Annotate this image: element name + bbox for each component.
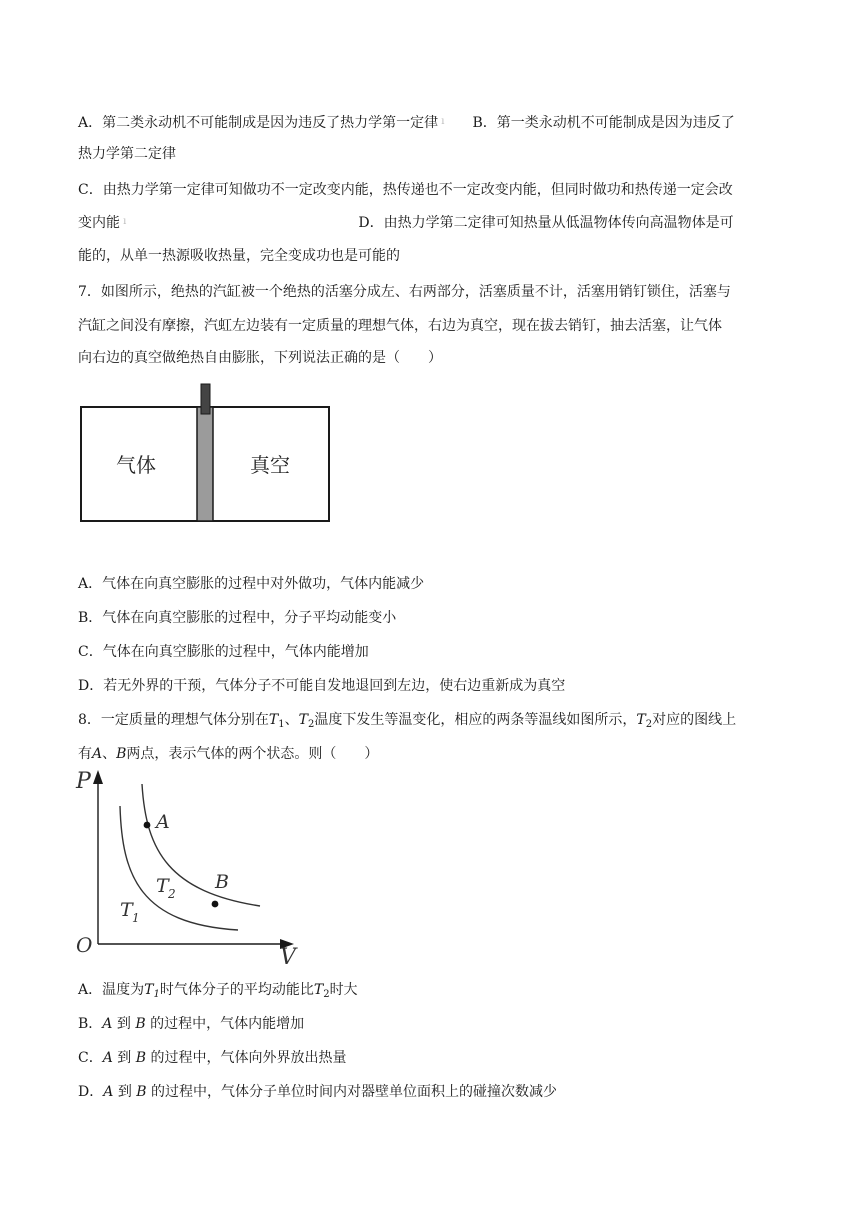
q8-t2b-sub: 2 [645,719,653,730]
q6-option-b-cont: 热力学第二定律 [78,146,176,162]
q6-option-d-cont: 能的，从单一热源吸收热量，完全变成功也是可能的 [78,248,400,264]
q8-option-c-end: 的过程中，气体向外界放出热量 [150,1050,347,1066]
q8-opt-b-b: B [135,1016,146,1032]
q8-option-d: D． [78,1084,104,1100]
q8-opt-c-a: A [102,1050,113,1066]
q7-stem: 7．如图所示，绝热的汽缸被一个绝热的活塞分成左、右两部分，活塞质量不计，活塞用销钉锁住，活塞与 [78,284,731,300]
q8-opt-d-b: B [136,1084,147,1100]
q8-stem-mid: 温度下发生等温变化，相应的两条等温线如图所示， [314,712,637,728]
q8-stem-end: 对应的图线上 [652,712,737,728]
locking-pin [201,384,210,414]
q6-option-d: D．由热力学第二定律可知热量从低温物体传向高温物体是可 [358,215,734,231]
q6-option-c-line [78,180,784,200]
q8-opt-a-t1-sub: 1 [153,989,160,1000]
q8-option-a: A．温度为 [78,982,145,998]
q8-stem2-start: 有 [78,746,92,762]
q7-option-b-line [78,608,784,628]
point-a-label: A [156,811,170,833]
y-axis-label: P [76,769,91,794]
q6-option-c-cont: 变内能 [78,215,120,231]
point-a [144,822,151,829]
x-axis-label: V [280,945,296,970]
cylinder-figure [76,380,336,526]
q8-option-c: C． [78,1050,103,1066]
q8-t2b: T [636,712,646,728]
q7-option-c-line [78,642,784,662]
q8-sep: 、 [284,712,299,728]
q8-opt-a-t2: T [313,982,324,998]
q6-option-c: C．由热力学第一定律可知做功不一定改变内能，热传递也不一定改变内能，但同时做功和热传递一定会改 [78,182,733,198]
q7-option-a-line [78,574,784,594]
q6-option-b-line2 [78,144,784,164]
q6-option-b: B．第一类永动机不可能制成是因为违反了 [472,115,735,131]
curve-t2-label: T [156,875,169,897]
q8-option-b: B． [78,1016,103,1032]
q7-option-d-line [78,676,784,696]
q8-t1-sub: 1 [278,719,285,730]
q8-stem: 8．一定质量的理想气体分别在 [78,712,269,728]
point-b [212,901,219,908]
curve-t2-sub: 2 [168,887,176,901]
q7-stem-line2 [78,316,784,336]
q8-option-a-line [78,980,784,1000]
q7-stem-line3 [78,348,784,368]
q8-sep2: 、 [102,746,117,762]
q8-opt-a-t2-sub: 2 [323,989,330,1000]
piston [197,407,213,521]
curve-t1-sub: 1 [132,911,140,925]
q6-option-a-line: A．第二类永动机不可能制成是因为违反了热力学第一定律 $^ı$ B．第一类永动机不可能制成是因为违反了 [78,115,735,131]
q7-stem-line1 [78,282,784,302]
q8-option-b-line [78,1014,784,1034]
q6-option-a: A．第二类永动机不可能制成是因为违反了热力学第一定律 [78,115,439,131]
point-b-label: B [215,871,229,893]
q7-stem-cont2: 向右边的真空做绝热自由膨胀，下列说法正确的是（ ） [78,350,442,366]
y-axis-arrow [93,770,103,784]
q7-option-c: C．气体在向真空膨胀的过程中，气体内能增加 [78,644,369,660]
q8-t1: T [268,712,279,728]
q8-opt-c-b: B [135,1050,147,1066]
q8-option-a-end: 时大 [329,982,358,998]
q8-option-b-end: 的过程中，气体内能增加 [150,1016,305,1032]
q8-opt-d-to: 到 [117,1084,132,1100]
q8-stem2-end: 两点，表示气体的两个状态。则（ ） [126,746,379,762]
gas-label: 气体 [116,453,156,477]
origin-label: O [76,933,93,957]
q7-option-a: A．气体在向真空膨胀的过程中对外做功，气体内能减少 [78,576,425,592]
q8-t2-sub: 2 [307,719,315,730]
q8-opt-b-to: 到 [116,1016,131,1032]
q8-point-b-ref: B [116,746,127,762]
q8-point-a-ref: A [92,746,103,762]
isotherm-graph [70,766,310,970]
q8-opt-c-to: 到 [117,1050,132,1066]
q8-stem-line1 [78,710,784,730]
q8-option-d-line [78,1082,784,1102]
q8-opt-d-a: A [103,1084,114,1100]
q6-option-c-line2: 变内能 $^ı$ D．由热力学第二定律可知热量从低温物体传向高温物体是可 [78,215,734,231]
q7-option-d: D．若无外界的干预，气体分子不可能自发地退回到左边，使右边重新成为真空 [78,678,566,694]
q8-opt-b-a: A [102,1016,113,1032]
q8-stem-line2 [78,744,784,764]
q8-opt-a-t1: T [144,982,154,998]
q8-option-c-line [78,1048,784,1068]
q7-stem-cont: 汽缸之间没有摩擦，汽虹左边装有一定质量的理想气体，右边为真空，现在拔去销钉，抽去活塞，让气体 [78,318,722,334]
q8-t2: T [298,712,308,728]
q8-option-d-end: 的过程中，气体分子单位时间内对器壁单位面积上的碰撞次数减少 [151,1084,558,1100]
q6-option-d-line2 [78,246,784,266]
q7-option-b: B．气体在向真空膨胀的过程中，分子平均动能变小 [78,610,397,626]
vacuum-label: 真空 [250,453,290,477]
curve-t1-label: T [120,899,133,921]
q8-option-a-mid: 时气体分子的平均动能比 [159,982,314,998]
